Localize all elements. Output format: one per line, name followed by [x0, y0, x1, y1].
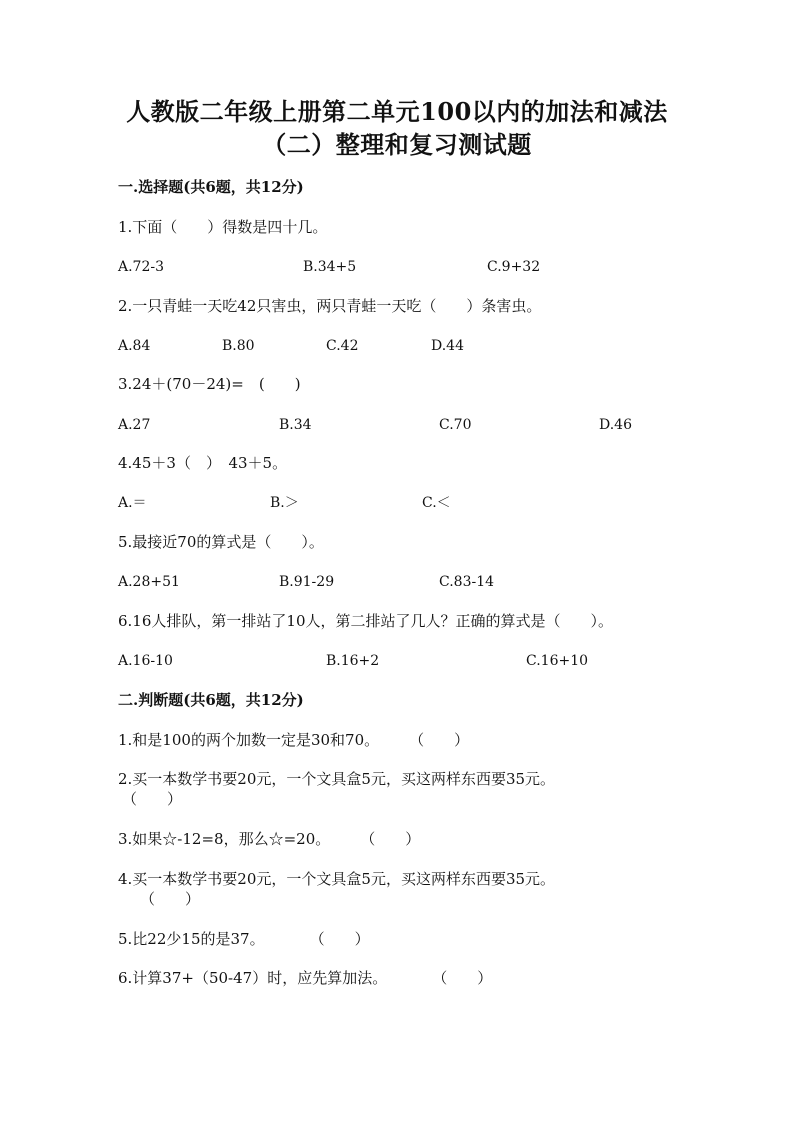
- option-b: B.91-29: [279, 574, 335, 590]
- question-text: 2.一只青蛙一天吃42只害虫，两只青蛙一天吃（ ）条害虫。: [118, 297, 542, 315]
- option-b: B.80: [222, 338, 255, 354]
- judgment-question: 1.和是100的两个加数一定是30和70。 （ ）: [118, 731, 470, 749]
- judgment-question: 6.计算37+（50-47）时，应先算加法。 （ ）: [118, 969, 493, 987]
- option-a: A.27: [118, 417, 151, 433]
- option-a: A.28+51: [118, 574, 180, 590]
- judgment-question: 2.买一本数学书要20元，一个文具盒5元，买这两样东西要35元。: [118, 770, 556, 788]
- option-c: C.16+10: [526, 653, 589, 669]
- option-d: D.44: [431, 338, 464, 354]
- option-d: D.46: [599, 417, 632, 433]
- option-c: C.83-14: [439, 574, 495, 590]
- option-a: A.72-3: [118, 259, 165, 275]
- option-a: A.＝: [118, 495, 147, 511]
- page-title-line-2: （二）整理和复习测试题: [262, 130, 532, 159]
- section-heading-choice: 一.选择题(共6题，共12分): [118, 178, 304, 196]
- option-c: C.42: [326, 338, 359, 354]
- judgment-question: 4.买一本数学书要20元，一个文具盒5元，买这两样东西要35元。: [118, 870, 556, 888]
- answer-bracket: （ ）: [140, 890, 201, 908]
- answer-bracket: （ ）: [122, 790, 183, 808]
- judgment-question: 3.如果☆-12=8，那么☆=20。 （ ）: [118, 830, 421, 848]
- question-text: 1.下面（ ）得数是四十几。: [118, 218, 328, 236]
- question-text: 3.24＋(70－24)= ( ): [118, 375, 301, 393]
- option-c: C.9+32: [487, 259, 541, 275]
- option-b: B.34+5: [303, 259, 357, 275]
- page-title-line-1: 人教版二年级上册第二单元100以内的加法和减法: [126, 97, 668, 126]
- option-c: C.70: [439, 417, 472, 433]
- judgment-question: 5.比22少15的是37。 （ ）: [118, 930, 370, 948]
- option-a: A.84: [118, 338, 151, 354]
- question-text: 5.最接近70的算式是（ ）。: [118, 533, 324, 551]
- question-text: 4.45＋3（ ） 43＋5。: [118, 454, 288, 472]
- option-a: A.16-10: [118, 653, 173, 669]
- option-b: B.34: [279, 417, 312, 433]
- question-text: 6.16人排队，第一排站了10人，第二排站了几人？正确的算式是（ ）。: [118, 612, 613, 630]
- section-heading-judgment: 二.判断题(共6题，共12分): [118, 691, 304, 709]
- option-c: C.＜: [422, 495, 451, 511]
- option-b: B.＞: [270, 495, 299, 511]
- option-b: B.16+2: [326, 653, 380, 669]
